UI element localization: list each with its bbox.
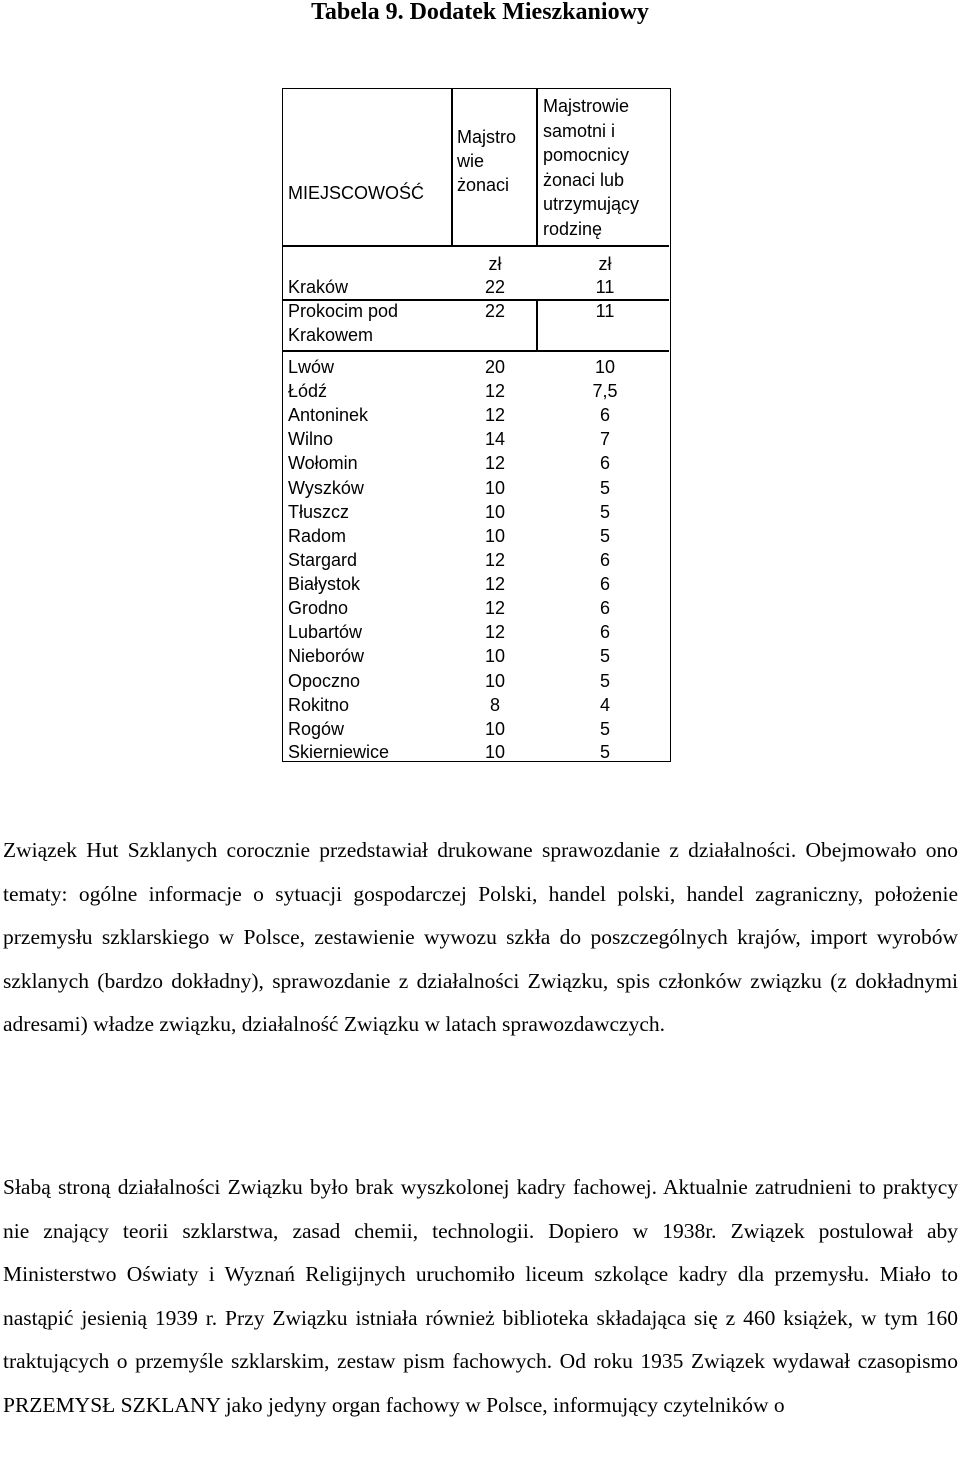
value-married: 12: [484, 550, 506, 570]
value-other: 7,5: [592, 381, 618, 401]
housing-allowance-table: [282, 88, 671, 762]
place-name: Rogów: [288, 719, 345, 739]
value-other: 6: [599, 453, 610, 473]
value-other: 5: [599, 671, 610, 691]
place-name: Stargard: [288, 550, 358, 570]
place-name: Wyszków: [288, 478, 364, 498]
column-divider: [536, 89, 538, 246]
value-married: 10: [484, 526, 506, 546]
value-married: 10: [484, 478, 506, 498]
value-other: 6: [599, 622, 610, 642]
unit-label: zł: [488, 254, 502, 274]
value-other: 4: [599, 695, 610, 715]
value-other: 5: [599, 526, 610, 546]
value-married: 12: [484, 381, 506, 401]
value-other: 6: [599, 598, 610, 618]
units-row: [283, 252, 670, 276]
value-other: 11: [595, 277, 615, 297]
place-name: Lwów: [288, 357, 335, 377]
place-name: Prokocim pod Krakowem: [288, 301, 399, 345]
value-married: 20: [484, 357, 506, 377]
place-name: Antoninek: [288, 405, 369, 425]
value-other: 5: [599, 478, 610, 498]
body-paragraph: Związek Hut Szklanych corocznie przedstawiał drukowane sprawozdanie z działalności. Obejmowało ono tematy: ogólne informacje o sytuacji gospodarczej Polski, handel polski, handel zagraniczny, położenie przemysłu szklarskiego w Polsce, zestawienie wywozu szkła do poszczególnych krajów, import wyrobów szklanych (bardzo dokładny), sprawozdanie z działalności Związku, spis członków związku (z dokładnymi adresami) władze związku, działalność Związku w latach sprawozdawczych.: [3, 838, 958, 1037]
place-name: Rokitno: [288, 695, 350, 715]
place-name: Tłuszcz: [288, 502, 350, 522]
place-name: Lubartów: [288, 622, 363, 642]
value-married: 12: [484, 574, 506, 594]
value-other: 6: [599, 574, 610, 594]
value-other: 5: [599, 719, 610, 739]
header-married-foremen: Majstro wie żonaci: [457, 127, 517, 195]
value-other: 7: [599, 429, 610, 449]
value-married: 12: [484, 622, 506, 642]
value-other: 5: [599, 646, 610, 666]
body-paragraph: Słabą stroną działalności Związku było brak wyszkolonej kadry fachowej. Aktualnie zatrudnieni to praktycy nie znający teorii szklarstwa, zasad chemii, technologii. Dopiero w 1938r. Związek postulował aby Ministerstwo Oświaty i Wyznań Religijnych uruchomiło liceum szkolące kadry dla przemysłu. Miało to nastąpić jesienią 1939 r. Przy Związku istniała również biblioteka składająca się z 460 książek, w tym 160 traktujących o przemyśle szklarskim, zestaw pism fachowych. Od roku 1935 Związek wydawał czasopismo PRZEMYSŁ SZKLANY jako jedyny organ fachowy w Polsce, informujący czytelników o: [3, 1175, 958, 1417]
value-other: 6: [599, 405, 610, 425]
unit-label: zł: [598, 254, 612, 274]
value-married: 10: [484, 502, 506, 522]
value-married: 12: [484, 598, 506, 618]
value-other: 5: [599, 502, 610, 522]
value-married: 22: [484, 301, 506, 321]
value-married: 12: [484, 453, 506, 473]
value-other: 11: [595, 301, 615, 321]
value-married: 10: [484, 671, 506, 691]
place-name: Wołomin: [288, 453, 358, 473]
header-divider: [283, 245, 669, 247]
place-name: Wilno: [288, 429, 334, 449]
value-married: 10: [484, 646, 506, 666]
value-married: 10: [484, 742, 506, 762]
place-name: Nieborów: [288, 646, 365, 666]
place-name: Opoczno: [288, 671, 361, 691]
value-married: 22: [484, 277, 506, 297]
place-name: Grodno: [288, 598, 349, 618]
table-title: Tabela 9. Dodatek Mieszkaniowy: [311, 0, 649, 25]
column-divider: [536, 299, 538, 351]
column-divider: [451, 89, 453, 246]
header-other-workers: Majstrowie samotni i pomocnicy żonaci lub utrzymujący rodzinę: [543, 96, 640, 239]
value-other: 6: [599, 550, 610, 570]
place-name: Skierniewice: [288, 742, 390, 762]
value-other: 10: [594, 357, 616, 377]
value-married: 14: [484, 429, 506, 449]
value-married: 10: [484, 719, 506, 739]
place-name: Białystok: [288, 574, 361, 594]
place-name: Radom: [288, 526, 347, 546]
value-married: 8: [489, 695, 500, 715]
place-name: Kraków: [288, 277, 349, 297]
value-married: 12: [484, 405, 506, 425]
value-other: 5: [599, 742, 610, 762]
place-name: Łódź: [288, 381, 328, 401]
header-place: MIEJSCOWOŚĆ: [288, 183, 425, 203]
row-divider: [283, 350, 669, 352]
